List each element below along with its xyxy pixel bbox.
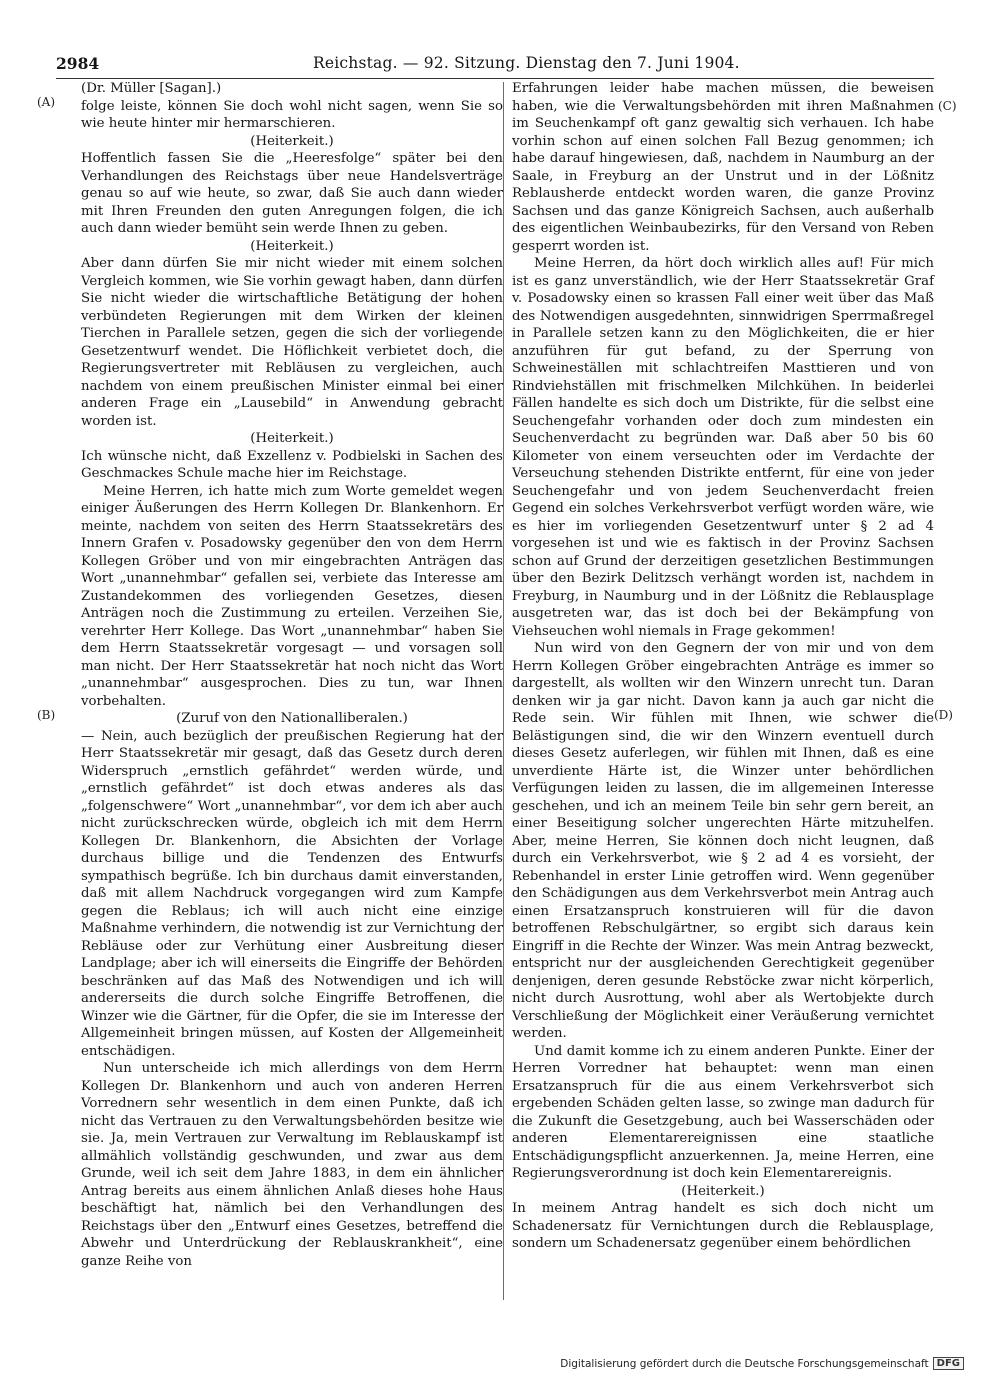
interjection: (Heiterkeit.)	[681, 1183, 765, 1199]
paragraph: Ich wünsche nicht, daß Exzellenz v. Podbielski in Sachen des Geschmackes Schule mache hier im Reichstage.	[81, 448, 503, 481]
page-header	[56, 52, 934, 79]
speaker-label: (Dr. Müller [Sagan].)	[81, 81, 222, 96]
margin-mark-d: (D)	[934, 708, 953, 722]
paragraph: Und damit komme ich zu einem anderen Punkte. Einer der Herren Vorredner hat behauptet: wenn man einen Ersatzanspruch für die aus einem Verkehrsverbot sich ergebenden Schäden gelten lasse, so zwinge man dadurch für die Zukunft die Gesetzgebung, auch bei Wasserschäden oder anderen Elementarereignissen eine staatliche Entschädigungspflicht anzuerkennen. Ja, meine Herren, eine Regierungsverordnung ist doch kein Elementarereignis.	[512, 1043, 934, 1181]
paragraph: In meinem Antrag handelt es sich doch nicht um Schadenersatz für Vernichtungen durch die Reblausplage, sondern um Schadenersatz gegenüber einem behördlichen	[512, 1201, 934, 1251]
right-column-body	[512, 80, 934, 1253]
dfg-logo: DFG	[933, 1357, 964, 1370]
margin-mark-a: (A)	[37, 95, 56, 109]
right-column	[512, 80, 934, 1253]
paragraph: — Nein, auch bezüglich der preußischen Regierung hat der Herr Staatssekretär mir gesagt, daß das Gesetz durch deren Widerspruch „ernstlich gefährdet“ werden würde, und „ernstlich gefährdet“ ist doch etwas anderes als das „folgenschwere“ Wort „unannehmbar“, vor dem ich aber auch nicht zurückschrecken würde, obgleich ich mit dem Herrn Kollegen Dr. Blankenhorn, die Absichten der Vorlage durchaus billige und die Tendenzen des Entwurfs sympathisch begrüße. Ich bin durchaus damit einverstanden, daß mit allem Nachdruck vorgegangen wird zum Kampfe gegen die Reblaus; ich will auch nicht eine einzige Maßnahme verhindern, die notwendig ist zur Vernichtung der Rebläuse oder zur Verhütung einer Ausbreitung dieser Landplage; aber ich will einerseits die Eingriffe der Behörden beschränken auf das Maß des Notwendigen und ich will andererseits die durch solche Eingriffe Betroffenen, die Winzer wie die Gärtner, für die Opfer, die sie im Interesse der Allgemeinheit bringen müssen, auf Kosten der Allgemeinheit entschädigen.	[81, 728, 503, 1059]
interjection: (Heiterkeit.)	[250, 238, 334, 254]
paragraph: Hoffentlich fassen Sie die „Heeresfolge“ später bei den Verhandlungen des Reichstags über neue Handelsverträge genau so auf wie heute, so zwar, daß Sie auch dann wieder mit Ihren Freunden den guten Anregungen folgen, die ich auch dann wieder bemüht sein werde Ihnen zu geben.	[81, 151, 503, 236]
paragraph: Meine Herren, ich hatte mich zum Worte gemeldet wegen einiger Äußerungen des Herrn Kollegen Dr. Blankenhorn. Er meinte, nachdem von seiten des Herrn Staatssekretärs des Innern Grafen v. Posadowsky gegenüber den von dem Herrn Kollegen Gröber und von mir eingebrachten Anträgen das Wort „unannehmbar“ gefallen sei, verbiete das Interesse am Zustandekommen des vorliegenden Gesetzes, diesen Anträgen noch die Zustimmung zu erteilen. Verzeihen Sie, verehrter Herr Kollege. Das Wort „unannehmbar“ haben Sie dem Herrn Staatssekretär vorgesagt — und vorsagen soll man nicht. Der Herr Staatssekretär hat noch nicht das Wort „unannehmbar“ ausgesprochen. Dies zu tun, war Ihnen vorbehalten.	[81, 483, 503, 709]
interjection: (Zuruf von den Nationalliberalen.)	[176, 711, 408, 726]
running-title: Reichstag. — 92. Sitzung. Dienstag den 7. Juni 1904.	[313, 54, 740, 72]
footer-credit-text: Digitalisierung gefördert durch die Deutsche Forschungsgemeinschaft	[560, 1357, 929, 1370]
column-divider	[503, 82, 504, 1300]
paragraph: Erfahrungen leider habe machen müssen, die beweisen haben, wie die Verwaltungsbehörden mit ihren Maßnahmen im Seuchenkampf oft ganz gewaltig sich verhauen. Ich habe vorhin schon auf einen solchen Fall Bezug genommen; ich habe darauf hingewiesen, daß, nachdem in Naumburg an der Saale, in Freyburg an der Unstrut und in der Lößnitz Reblausherde entdeckt worden waren, die ganze Provinz Sachsen und das ganze Königreich Sachsen, auch außerhalb des eigentlichen Weinbaubezirks, für den Versand von Reben gesperrt worden ist.	[512, 81, 934, 254]
page-number: 2984	[56, 54, 100, 73]
margin-mark-b: (B)	[37, 708, 56, 722]
left-column-body	[81, 98, 503, 1271]
footer-credit	[560, 1357, 964, 1370]
margin-mark-c: (C)	[938, 99, 957, 113]
paragraph: Aber dann dürfen Sie mir nicht wieder mit einem solchen Vergleich kommen, wie Sie vorhin gewagt haben, dann dürfen Sie nicht wieder die wirtschaftliche Betätigung der hohen verbündeten Regierungen mit dem Wirken der kleinen Tierchen in Parallele setzen, gegen die sich der vorliegende Gesetzentwurf wendet. Die Höflichkeit verbietet doch, die Regierungsvertreter mit Rebläusen zu vergleichen, auch nachdem von einem preußischen Minister einmal bei einer anderen Frage ein „Lausebild“ in Anwendung gebracht worden ist.	[81, 256, 503, 429]
left-column	[81, 80, 503, 1270]
paragraph: Nun wird von den Gegnern der von mir und von dem Herrn Kollegen Gröber eingebrachten Anträge es immer so dargestellt, als wollten wir den Winzern unrecht tun. Daran denken wir ja gar nicht. Davon kann ja auch gar nicht die Rede sein. Wir fühlen mit Ihnen, wie schwer die Belästigungen sind, die wir den Winzern eventuell durch dieses Gesetz auferlegen, wir fühlen mit Ihnen, daß es eine unverdiente Härte ist, die Winzer unter behördlichen Verfügungen leiden zu lassen, die im allgemeinen Interesse geschehen, und ich an meinem Teile bin sehr gern bereit, an einer Beseitigung solcher ungerechten Härte mitzuhelfen. Aber, meine Herren, Sie können doch nicht leugnen, daß durch ein Verkehrsverbot, wie § 2 ad 4 es vorsieht, der Rebenhandel in erster Linie getroffen wird. Wenn gegenüber den Schädigungen aus dem Verkehrsverbot mein Antrag auch einen Ersatzanspruch konstruieren will für die davon betroffenen Rebschulgärtner, so ergibt sich daraus kein Eingriff in die Rechte der Winzer. Was mein Antrag bezweckt, entspricht nur der ausgleichenden Gerechtigkeit gegenüber denjenigen, deren gesunde Rebstöcke zwar nicht körperlich, nicht durch Ausrottung, wohl aber als Wertobjekte durch Verschließung der Möglichkeit einer Veräußerung vernichtet werden.	[512, 641, 934, 1041]
interjection: (Heiterkeit.)	[250, 431, 334, 446]
paragraph: folge leiste, können Sie doch wohl nicht sagen, wenn Sie so wie heute hinter mir hermarschieren.	[81, 98, 503, 131]
interjection: (Heiterkeit.)	[250, 133, 334, 149]
paragraph: Meine Herren, da hört doch wirklich alles auf! Für mich ist es ganz unverständlich, wie der Herr Staatssekretär Graf v. Posadowsky einen so krassen Fall einer weit über das Maß des Notwendigen ausgedehnten, sinnwidrigen Sperrmaßregel in Parallele setzen kann zu den Möglichkeiten, die er hier anzuführen für gut befand, zu der Sperrung von Schweineställen mit schlachtreifen Masttieren und von Rindviehställen mit frischmelken Milchkühen. In beiderlei Fällen handelte es sich doch um Distrikte, für die selbst eine Seuchengefahr vorhanden oder doch zum mindesten ein Seuchenverdacht zu begründen war. Daß aber 50 bis 60 Kilometer von einem verseuchten oder im Verdachte der Verseuchung stehenden Distrikte entfernt, für eine von jeder Seuchengefahr und von jedem Seuchenverdacht freien Gegend ein solches Verkehrsverbot verfügt worden wäre, wie es hier im vorliegenden Gesetzentwurf unter § 2 ad 4 vorgesehen ist und wie es faktisch in der Provinz Sachsen schon auf Grund der derzeitigen gesetzlichen Bestimmungen über den Bezirk Delitzsch verhängt worden ist, nachdem in Freyburg, in Naumburg und in der Lößnitz die Reblausplage ausgetreten war, das ist doch bei der Bekämpfung von Viehseuchen wohl niemals in Frage gekommen!	[512, 256, 934, 639]
paragraph: Nun unterscheide ich mich allerdings von dem Herrn Kollegen Dr. Blankenhorn und auch von anderen Herren Vorrednern sehr wesentlich in dem einen Punkte, daß ich nicht das Vertrauen zu den Verwaltungsbehörden besitze wie sie. Ja, mein Vertrauen zur Verwaltung im Reblauskampf ist allmählich vollständig geschwunden, und zwar aus dem Grunde, weil ich seit dem Jahre 1883, in dem ein ähnlicher Antrag bereits aus einem ähnlichen Anlaß dieses hohe Haus beschäftigt hat, nämlich bei den Verhandlungen des Reichstags über den „Entwurf eines Gesetzes, betreffend die Abwehr und Unterdrückung der Reblauskrankheit“, eine ganze Reihe von	[81, 1061, 503, 1269]
